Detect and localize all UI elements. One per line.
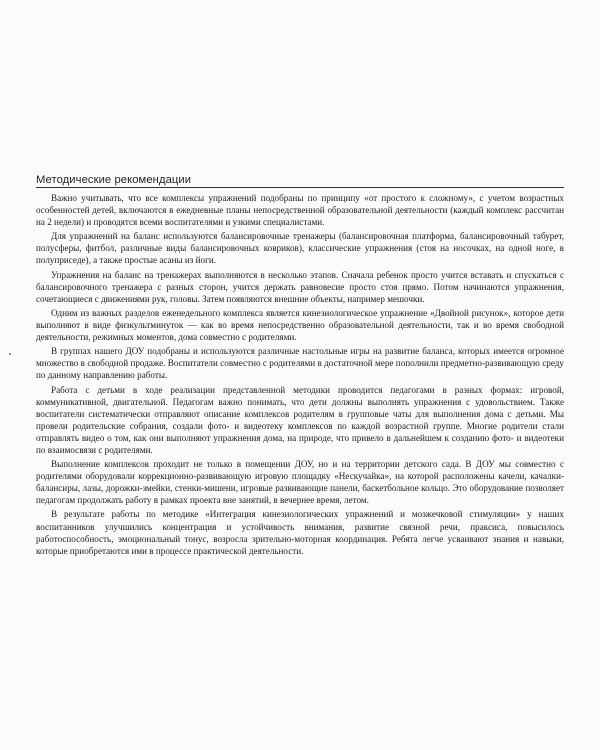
section-title: Методические рекомендации <box>36 174 564 188</box>
paragraph-4: Одним из важных разделов еженедельного комплекса является кинезиологическое упражнение «Двойной рисунок», которое дети выполняют в виде физкультминуток — как во время непосредственно образовательной деятельности, так и во время свободной деятельности, режимных моментов, дома совместно с родителями. <box>36 307 564 343</box>
paragraph-6: Работа с детьми в ходе реализации представленной методики проводится педагогами в разных формах: игровой, коммуникативной, двигательной. Педагогам важно понимать, что дети должны выполнять упражнения с удовольствием. Также воспитатели систематически отправляют описание комплексов родителям в групповые чаты для выполнения дома с детьми. Мы провели родительские собрания, создали фото- и видеотеку комплексов по каждой возрастной группе. Многие родители стали отправлять видео о том, как они выполняют упражнения дома, на природе, что привело в дальнейшем к созданию фото- и видеотеки по взаимосвязи с родителями. <box>36 384 564 455</box>
paragraph-7: Выполнение комплексов проходит не только в помещении ДОУ, но и на территории детского сада. В ДОУ мы совместно с родителями оборудовали коррекционно-развивающую игровую площадку «Нескучайка», на которой расположены качели, качалки-балансиры, лазы, дорожки-змейки, стенки-мишени, игровые развивающие панели, баскетбольное кольцо. Это оборудование позволяет педагогам продолжать работу в рамках проекта вне занятий, в вечернее время, летом. <box>36 459 564 506</box>
paragraph-1: Важно учитывать, что все комплексы упражнений подобраны по принципу «от простого к сложному», с учетом возрастных особенностей детей, включаются в ежедневные планы непосредственной образовательной деятельности (каждый комплекс рассчитан на 2 недели) и проводятся всеми воспитателями и узкими специалистами. <box>36 193 564 228</box>
paragraph-2: Для упражнений на баланс используются балансировочные тренажеры (балансировочная платформа, балансировочный табурет, полусферы, фитбол, различные виды балансировочных ковриков), классические упражнения (стоя на носочках, на одной ноге, в полуприседе), а также простые асаны из йоги. <box>36 231 564 266</box>
paragraph-8: В результате работы по методике «Интеграция кинезиологических упражнений и мозжечковой стимуляции» у наших воспитанников улучшились концентрация и устойчивость внимания, развитие связной речи, праксиса, повысилось работоспособность, эмоциональный тонус, возросла зрительно-моторная координация. Ребята легче усваивают знания и навыки, которые приобретаются ими в процессе практической деятельности. <box>36 509 564 556</box>
paragraph-3: Упражнения на баланс на тренажерах выполняются в несколько этапов. Сначала ребенок просто учится вставать и спускаться с балансировочного тренажера с разных сторон, учится держать равновесие просто стоя прямо. Потом начинаются упражнения, сочетающиеся с движениями рук, головы. Затем появляются внешние объекты, например мешочки. <box>36 269 564 304</box>
paragraph-5: В группах нашего ДОУ подобраны и используются различные настольные игры на развитие баланса, которых имеется огромное множество в свободной продаже. Воспитатели совместно с родителями в достаточной мере пополнили предметно-развивающую среду по данному направлению работы. <box>36 346 564 381</box>
document-page <box>36 174 564 559</box>
scan-mark <box>9 353 11 355</box>
